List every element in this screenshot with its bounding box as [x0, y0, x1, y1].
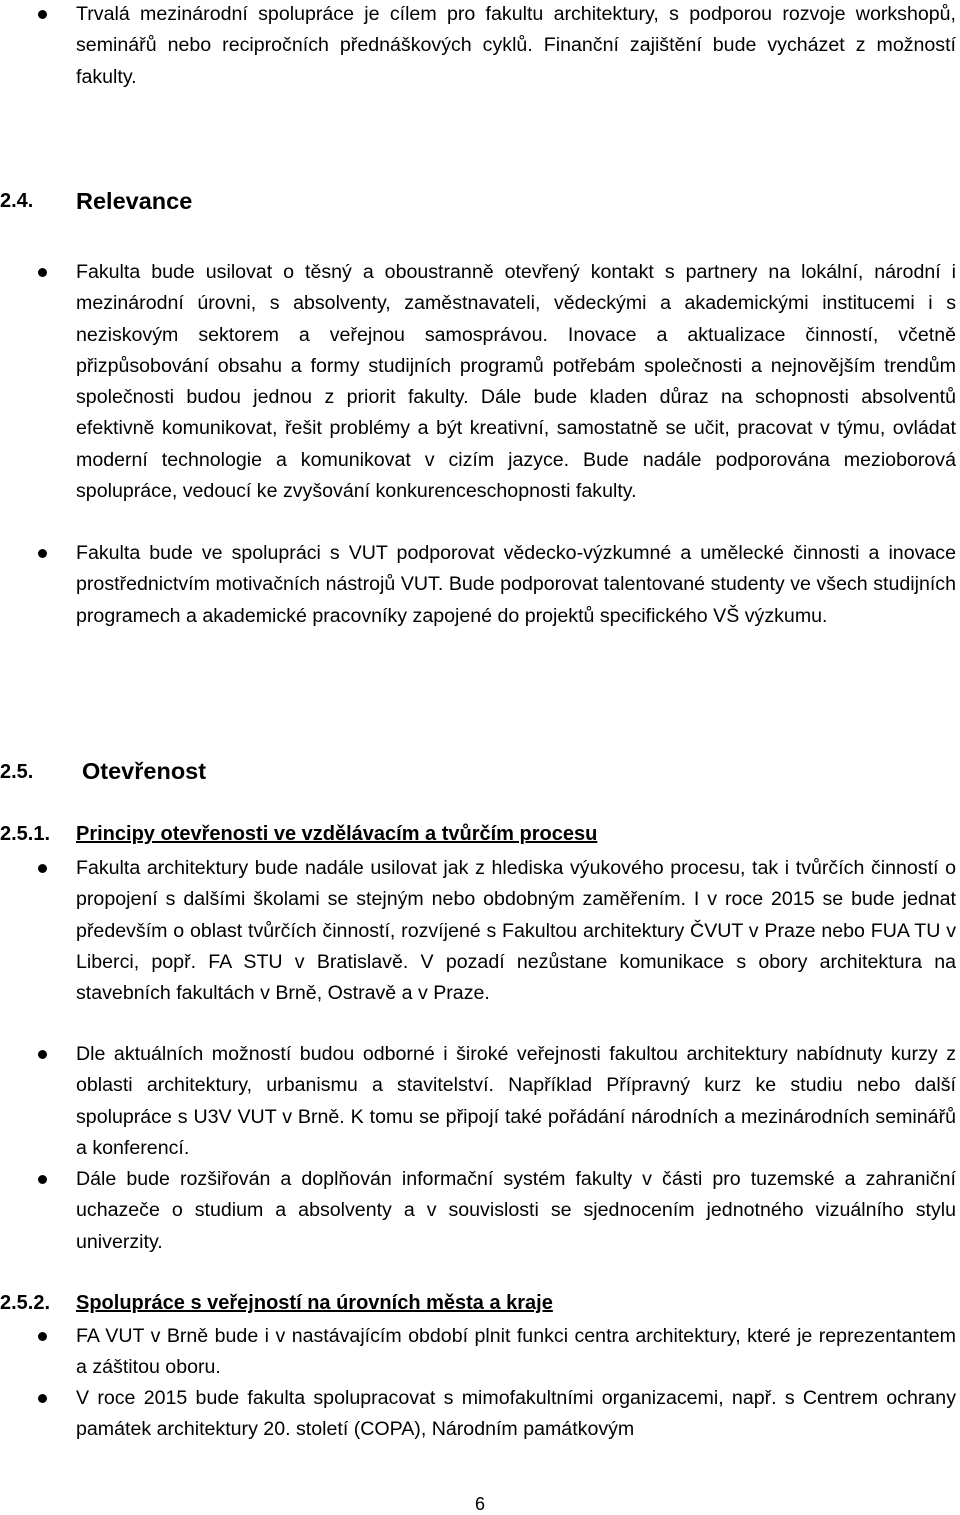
- list-item: FA VUT v Brně bude i v nastávajícím období plnit funkci centra architektury, které je reprezentantem a záštitou oboru.: [76, 1325, 956, 1379]
- bullet-marker: [38, 268, 47, 277]
- subsection-title: Spolupráce s veřejností na úrovních města a kraje: [76, 1292, 553, 1314]
- page-number: 6: [474, 1494, 485, 1514]
- list-item: Dle aktuálních možností budou odborné i široké veřejnosti fakultou architektury nabídnuty kurzy z oblasti architektury, urbanismu a stavitelství. Například Přípravný kurz ke studiu nebo další spolupráce s U3V VUT v Brně. K tomu se připojí také pořádání národních a mezinárodních seminářů a konferencí.: [76, 1043, 956, 1159]
- bullet-marker: [38, 1175, 47, 1184]
- section-number: 2.4.: [0, 190, 34, 212]
- bullet-marker: [38, 1332, 47, 1341]
- bullet-marker: [38, 1394, 47, 1403]
- bullet-marker: [38, 864, 47, 873]
- list-item: Fakulta architektury bude nadále usilovat jak z hlediska výukového procesu, tak i tvůrčích činností o propojení s dalšími školami se stejným nebo obdobným zaměřením. I v roce 2015 se bude jednat především o oblast tvůrčích činností, rozvíjené s Fakultou architektury ČVUT v Praze nebo FUA TU v Liberci, popř. FA STU v Bratislavě. V pozadí nezůstane komunikace s obory architektura na stavebních fakultách v Brně, Ostravě a v Praze.: [76, 857, 956, 1005]
- bullet-marker: [38, 1050, 47, 1059]
- bullet-marker: [38, 549, 47, 558]
- intro-paragraph: Trvalá mezinárodní spolupráce je cílem pro fakultu architektury, s podporou rozvoje workshopů, seminářů nebo recipročních přednáškových cyklů. Finanční zajištění bude vycházet z možností fakulty.: [76, 3, 956, 88]
- section-title: Relevance: [76, 188, 193, 214]
- list-item: Dále bude rozšiřován a doplňován informační systém fakulty v části pro tuzemské a zahraniční uchazeče o studium a absolventy a v souvislosti se sjednocením jednotného vizuálního stylu univerzity.: [76, 1168, 956, 1253]
- subsection-number: 2.5.2.: [0, 1292, 51, 1314]
- subsection-title: Principy otevřenosti ve vzdělávacím a tvůrčím procesu: [76, 823, 598, 845]
- section-number: 2.5.: [0, 761, 34, 783]
- section-title: Otevřenost: [82, 758, 207, 784]
- list-item: Fakulta bude usilovat o těsný a oboustranně otevřený kontakt s partnery na lokální, národní i mezinárodní úrovni, s absolventy, zaměstnavateli, vědeckými a akademickými institucemi i s neziskovým sektorem a veřejnou samosprávou. Inovace a aktualizace činností, včetně přizpůsobování obsahu a formy studijních programů potřebám společnosti a nejnovějším trendům společnosti budou jednou z priorit fakulty. Dále bude kladen důraz na schopnosti absolventů efektivně komunikovat, řešit problémy a být kreativní, samostatně se učit, pracovat v týmu, ovládat moderní technologie a komunikovat v cizím jazyce. Bude nadále podporována mezioborová spolupráce, vedoucí ke zvyšování konkurenceschopnosti fakulty.: [76, 261, 956, 503]
- list-item: Fakulta bude ve spolupráci s VUT podporovat vědecko-výzkumné a umělecké činnosti a inovace prostřednictvím motivačních nástrojů VUT. Bude podporovat talentované studenty ve všech studijních programech a akademické pracovníky zapojené do projektů specifického VŠ výzkumu.: [76, 542, 956, 627]
- list-item: V roce 2015 bude fakulta spolupracovat s mimofakultními organizacemi, např. s Centrem ochrany památek architektury 20. století (COPA), Národním památkovým: [76, 1387, 956, 1441]
- bullet-marker: [38, 10, 47, 19]
- subsection-number: 2.5.1.: [0, 823, 51, 845]
